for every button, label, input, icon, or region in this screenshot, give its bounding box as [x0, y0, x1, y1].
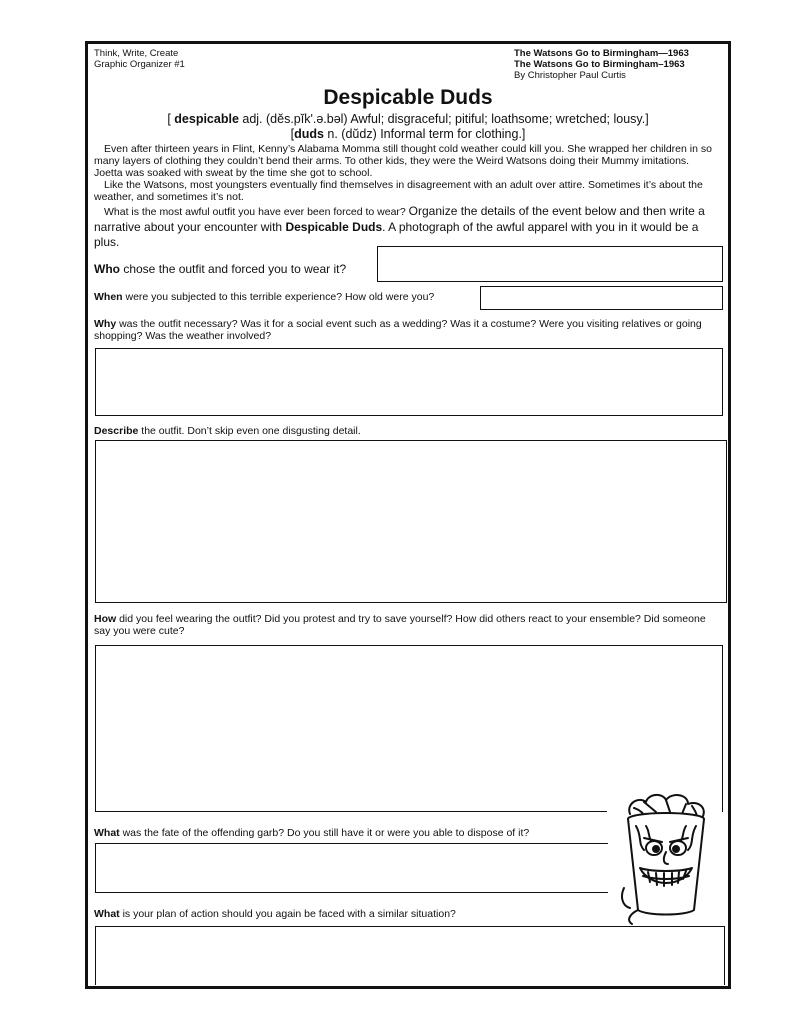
intro-text: [94, 143, 720, 250]
question-why: Why was the outfit necessary? Was it for a social event such as a wedding? Was it a costume? Were you visiting relatives or going shopping? Was the weather involved?: [94, 318, 702, 342]
book-title-2: The Watsons Go to Birmingham–1963: [514, 59, 685, 70]
question-what-fate: What was the fate of the offending garb? Do you still have it or were you able to dispose of it?: [94, 827, 530, 839]
question-who: Who chose the outfit and forced you to wear it?: [94, 262, 347, 276]
book-title-1: The Watsons Go to Birmingham—1963: [514, 48, 689, 59]
answer-box-what-fate[interactable]: [95, 843, 608, 893]
worksheet-frame: [85, 41, 731, 989]
header-right: [514, 48, 689, 81]
answer-box-how[interactable]: [95, 645, 723, 812]
answer-box-what-plan[interactable]: [95, 926, 725, 985]
answer-box-when[interactable]: [480, 286, 723, 310]
grinning-cup-icon: [616, 792, 716, 927]
author-line: By Christopher Paul Curtis: [514, 70, 626, 81]
question-how: How did you feel wearing the outfit? Did you protest and try to save yourself? How did others react to your ensemble? Did someone say you were cute?: [94, 613, 706, 637]
intro-paragraph-1: Even after thirteen years in Flint, Kenny’s Alabama Momma still thought cold weather could kill you. She wrapped her children in so many layers of clothing they couldn’t bend their arms. To other kids, they were the Weird Watsons doing their Mummy imitations. Joetta was soaked with sweat by the time she got to school.: [94, 143, 712, 179]
intro-paragraph-3: What is the most awful outfit you have ever been forced to wear? Organize the details of the event below and then write a narrative about your encounter with Despicable Duds. A photograph of the awful apparel with you in it would be a plus.: [94, 204, 705, 249]
definition-despicable: [ despicable adj. (dĕs.pĭk'.ə.bəl) Awful; disgraceful; pitiful; loathsome; wretched; lousy.]: [167, 112, 649, 126]
question-describe: Describe the outfit. Don’t skip even one disgusting detail.: [94, 425, 361, 437]
definition-word: despicable: [174, 112, 239, 126]
series-label: Think, Write, Create: [94, 48, 179, 59]
question-when: When were you subjected to this terrible experience? How old were you?: [94, 291, 435, 303]
answer-box-why[interactable]: [95, 348, 723, 416]
definition-duds: [duds n. (dŭdz) Informal term for clothing.]: [290, 127, 526, 141]
definition-word: duds: [294, 127, 324, 141]
page-title: Despicable Duds: [323, 86, 493, 109]
answer-box-describe[interactable]: [95, 440, 727, 603]
intro-paragraph-2: Like the Watsons, most youngsters eventually find themselves in disagreement with an adult over attire. Sometimes it’s about the weather, and sometimes it’s not.: [94, 179, 703, 203]
question-what-plan: What is your plan of action should you again be faced with a similar situation?: [94, 908, 456, 920]
answer-box-who[interactable]: [377, 246, 723, 282]
organizer-label: Graphic Organizer #1: [94, 59, 185, 70]
header-left: [94, 48, 185, 70]
answer-box-how-bottom: [95, 811, 607, 812]
